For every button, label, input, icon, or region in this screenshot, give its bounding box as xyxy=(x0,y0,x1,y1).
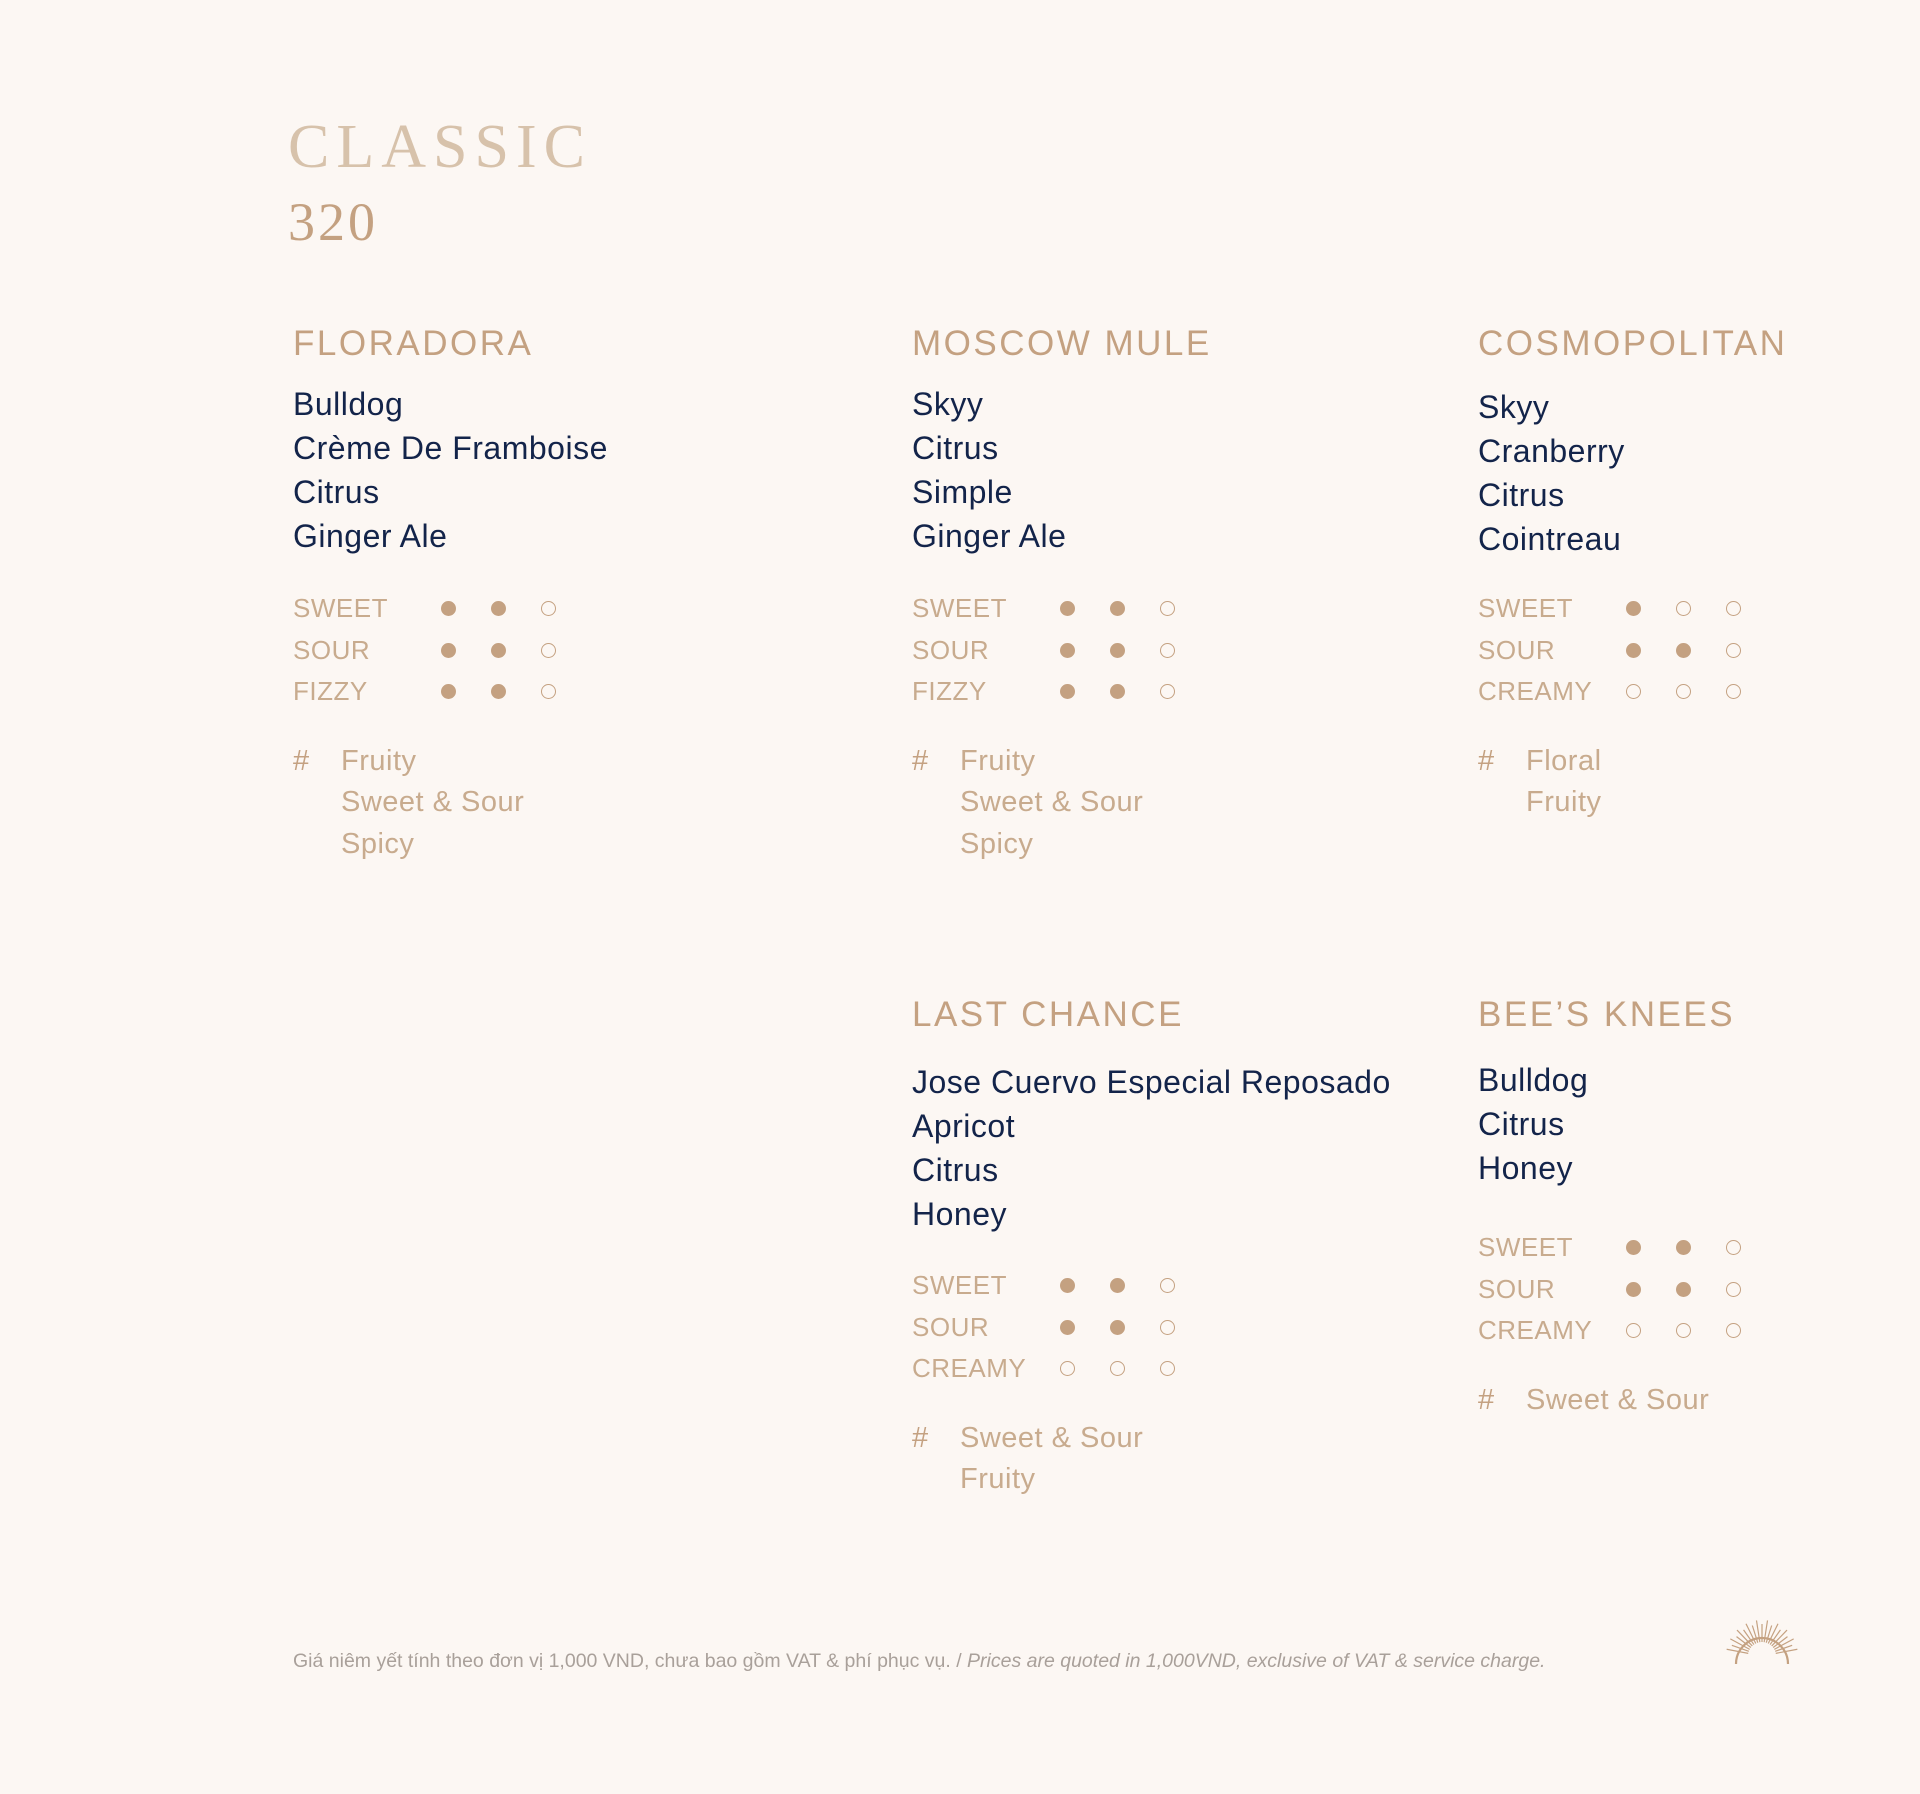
hashtag-symbol: # xyxy=(912,1421,929,1454)
ingredient-item: Skyy xyxy=(1478,389,1550,425)
taste-profile xyxy=(1478,588,1898,713)
taste-label: SWEET xyxy=(912,593,1007,624)
filled-dot-icon xyxy=(1110,1278,1125,1293)
ingredient-list xyxy=(1478,1058,1898,1190)
taste-label: SOUR xyxy=(293,634,371,665)
cocktail-name: FLORADORA xyxy=(293,324,534,363)
taste-label: SOUR xyxy=(912,1311,990,1342)
ingredient-list xyxy=(912,382,1452,558)
tag-group xyxy=(912,1418,1452,1501)
tag-list xyxy=(1526,1380,1709,1422)
empty-dot-icon xyxy=(1676,601,1691,616)
tag-item: Fruity xyxy=(341,744,417,777)
taste-profile xyxy=(293,588,853,713)
cocktail-name: MOSCOW MULE xyxy=(912,324,1212,363)
empty-dot-icon xyxy=(1160,601,1175,616)
taste-profile xyxy=(912,588,1452,713)
ingredient-item: Cointreau xyxy=(1478,521,1622,557)
taste-row xyxy=(912,1307,1452,1349)
ingredient-item: Apricot xyxy=(912,1108,1016,1144)
empty-dot-icon xyxy=(1160,1361,1175,1376)
taste-row xyxy=(912,630,1452,672)
price-disclaimer-vi: Giá niêm yết tính theo đơn vị 1,000 VND, chưa bao gồm VAT & phí phục vụ. / xyxy=(293,1650,962,1672)
empty-dot-icon xyxy=(1626,684,1641,699)
cocktail-card xyxy=(912,326,1452,865)
tag-item: Sweet & Sour xyxy=(341,786,525,818)
filled-dot-icon xyxy=(441,684,456,699)
taste-label: SWEET xyxy=(1478,1232,1573,1263)
empty-dot-icon xyxy=(1676,1323,1691,1338)
filled-dot-icon xyxy=(441,643,456,658)
taste-row xyxy=(1478,588,1898,630)
tag-item: Sweet & Sour xyxy=(960,786,1144,818)
empty-dot-icon xyxy=(1726,1282,1741,1297)
taste-row xyxy=(1478,671,1898,713)
empty-dot-icon xyxy=(1160,1278,1175,1293)
taste-label: SWEET xyxy=(912,1270,1007,1301)
menu-section-price: 320 xyxy=(288,192,378,252)
hashtag-symbol: # xyxy=(912,744,929,777)
tag-item: Fruity xyxy=(1526,786,1602,818)
filled-dot-icon xyxy=(1110,601,1125,616)
taste-row xyxy=(1478,1269,1898,1311)
taste-label: FIZZY xyxy=(912,676,987,707)
cocktail-name: LAST CHANCE xyxy=(912,995,1184,1034)
hashtag-symbol: # xyxy=(1478,744,1495,777)
ingredient-item: Citrus xyxy=(293,474,380,510)
filled-dot-icon xyxy=(1060,601,1075,616)
filled-dot-icon xyxy=(1060,1278,1075,1293)
ingredient-list xyxy=(912,1060,1452,1236)
taste-row xyxy=(912,1348,1452,1390)
ingredient-item: Citrus xyxy=(912,430,999,466)
hashtag-symbol: # xyxy=(293,744,310,777)
tag-item: Fruity xyxy=(960,744,1036,777)
filled-dot-icon xyxy=(441,601,456,616)
taste-row xyxy=(293,630,853,672)
taste-row xyxy=(912,1265,1452,1307)
ingredient-item: Citrus xyxy=(1478,1106,1565,1142)
empty-dot-icon xyxy=(541,684,556,699)
sunburst-logo-icon xyxy=(1726,1606,1798,1666)
ingredient-item: Ginger Ale xyxy=(912,518,1067,554)
filled-dot-icon xyxy=(1626,601,1641,616)
filled-dot-icon xyxy=(1626,1282,1641,1297)
tag-item: Floral xyxy=(1526,744,1602,777)
filled-dot-icon xyxy=(1110,684,1125,699)
ingredient-item: Skyy xyxy=(912,386,984,422)
ingredient-item: Simple xyxy=(912,474,1013,510)
tag-list xyxy=(960,741,1143,866)
tag-group xyxy=(912,741,1452,866)
taste-row xyxy=(912,671,1452,713)
filled-dot-icon xyxy=(491,601,506,616)
cocktail-name: BEE’S KNEES xyxy=(1478,995,1736,1034)
ingredient-item: Cranberry xyxy=(1478,433,1625,469)
ingredient-item: Crème De Framboise xyxy=(293,430,608,466)
ingredient-item: Citrus xyxy=(1478,477,1565,513)
taste-label: SOUR xyxy=(1478,634,1556,665)
empty-dot-icon xyxy=(1726,684,1741,699)
tag-group xyxy=(293,741,853,866)
taste-row xyxy=(1478,1227,1898,1269)
taste-row xyxy=(293,588,853,630)
ingredient-item: Ginger Ale xyxy=(293,518,448,554)
hashtag-symbol: # xyxy=(1478,1383,1495,1416)
filled-dot-icon xyxy=(491,643,506,658)
tag-list xyxy=(960,1418,1143,1501)
ingredient-item: Bulldog xyxy=(293,386,404,422)
tag-group xyxy=(1478,741,1898,824)
taste-label: SWEET xyxy=(293,593,388,624)
empty-dot-icon xyxy=(1726,1323,1741,1338)
taste-profile xyxy=(1478,1227,1898,1352)
taste-row xyxy=(1478,630,1898,672)
taste-profile xyxy=(912,1265,1452,1390)
empty-dot-icon xyxy=(1676,684,1691,699)
filled-dot-icon xyxy=(1110,643,1125,658)
empty-dot-icon xyxy=(1626,1323,1641,1338)
ingredient-item: Jose Cuervo Especial Reposado xyxy=(912,1064,1391,1100)
ingredient-list xyxy=(1478,385,1898,561)
tag-item: Spicy xyxy=(960,827,1034,860)
empty-dot-icon xyxy=(1726,1240,1741,1255)
menu-section-title: CLASSIC xyxy=(288,113,592,181)
cocktail-card xyxy=(1478,326,1898,824)
taste-label: CREAMY xyxy=(912,1353,1027,1384)
taste-label: SOUR xyxy=(1478,1273,1556,1304)
cocktail-card xyxy=(293,326,853,865)
filled-dot-icon xyxy=(1676,643,1691,658)
taste-label: CREAMY xyxy=(1478,1315,1593,1346)
taste-label: SOUR xyxy=(912,634,990,665)
ingredient-item: Bulldog xyxy=(1478,1062,1589,1098)
taste-label: SWEET xyxy=(1478,593,1573,624)
taste-row xyxy=(1478,1310,1898,1352)
cocktail-name: COSMOPOLITAN xyxy=(1478,324,1788,363)
empty-dot-icon xyxy=(1160,1320,1175,1335)
tag-list xyxy=(1526,741,1602,824)
taste-row xyxy=(912,588,1452,630)
filled-dot-icon xyxy=(1110,1320,1125,1335)
tag-item: Sweet & Sour xyxy=(960,1421,1144,1454)
filled-dot-icon xyxy=(491,684,506,699)
tag-item: Fruity xyxy=(960,1463,1036,1495)
empty-dot-icon xyxy=(1726,643,1741,658)
empty-dot-icon xyxy=(541,643,556,658)
ingredient-list xyxy=(293,382,853,558)
filled-dot-icon xyxy=(1060,1320,1075,1335)
filled-dot-icon xyxy=(1676,1240,1691,1255)
taste-row xyxy=(293,671,853,713)
empty-dot-icon xyxy=(1160,684,1175,699)
empty-dot-icon xyxy=(541,601,556,616)
tag-item: Sweet & Sour xyxy=(1526,1383,1710,1416)
filled-dot-icon xyxy=(1060,684,1075,699)
filled-dot-icon xyxy=(1676,1282,1691,1297)
ingredient-item: Honey xyxy=(912,1196,1007,1232)
taste-label: FIZZY xyxy=(293,676,368,707)
price-disclaimer xyxy=(293,1650,1545,1673)
cocktail-card xyxy=(912,997,1452,1501)
tag-group xyxy=(1478,1380,1898,1422)
taste-label: CREAMY xyxy=(1478,676,1593,707)
empty-dot-icon xyxy=(1060,1361,1075,1376)
cocktail-card xyxy=(1478,997,1898,1421)
price-disclaimer-en: Prices are quoted in 1,000VND, exclusive of VAT & service charge. xyxy=(967,1650,1546,1672)
filled-dot-icon xyxy=(1060,643,1075,658)
filled-dot-icon xyxy=(1626,1240,1641,1255)
ingredient-item: Citrus xyxy=(912,1152,999,1188)
empty-dot-icon xyxy=(1160,643,1175,658)
empty-dot-icon xyxy=(1726,601,1741,616)
tag-list xyxy=(341,741,524,866)
tag-item: Spicy xyxy=(341,827,415,860)
ingredient-item: Honey xyxy=(1478,1150,1573,1186)
empty-dot-icon xyxy=(1110,1361,1125,1376)
filled-dot-icon xyxy=(1626,643,1641,658)
